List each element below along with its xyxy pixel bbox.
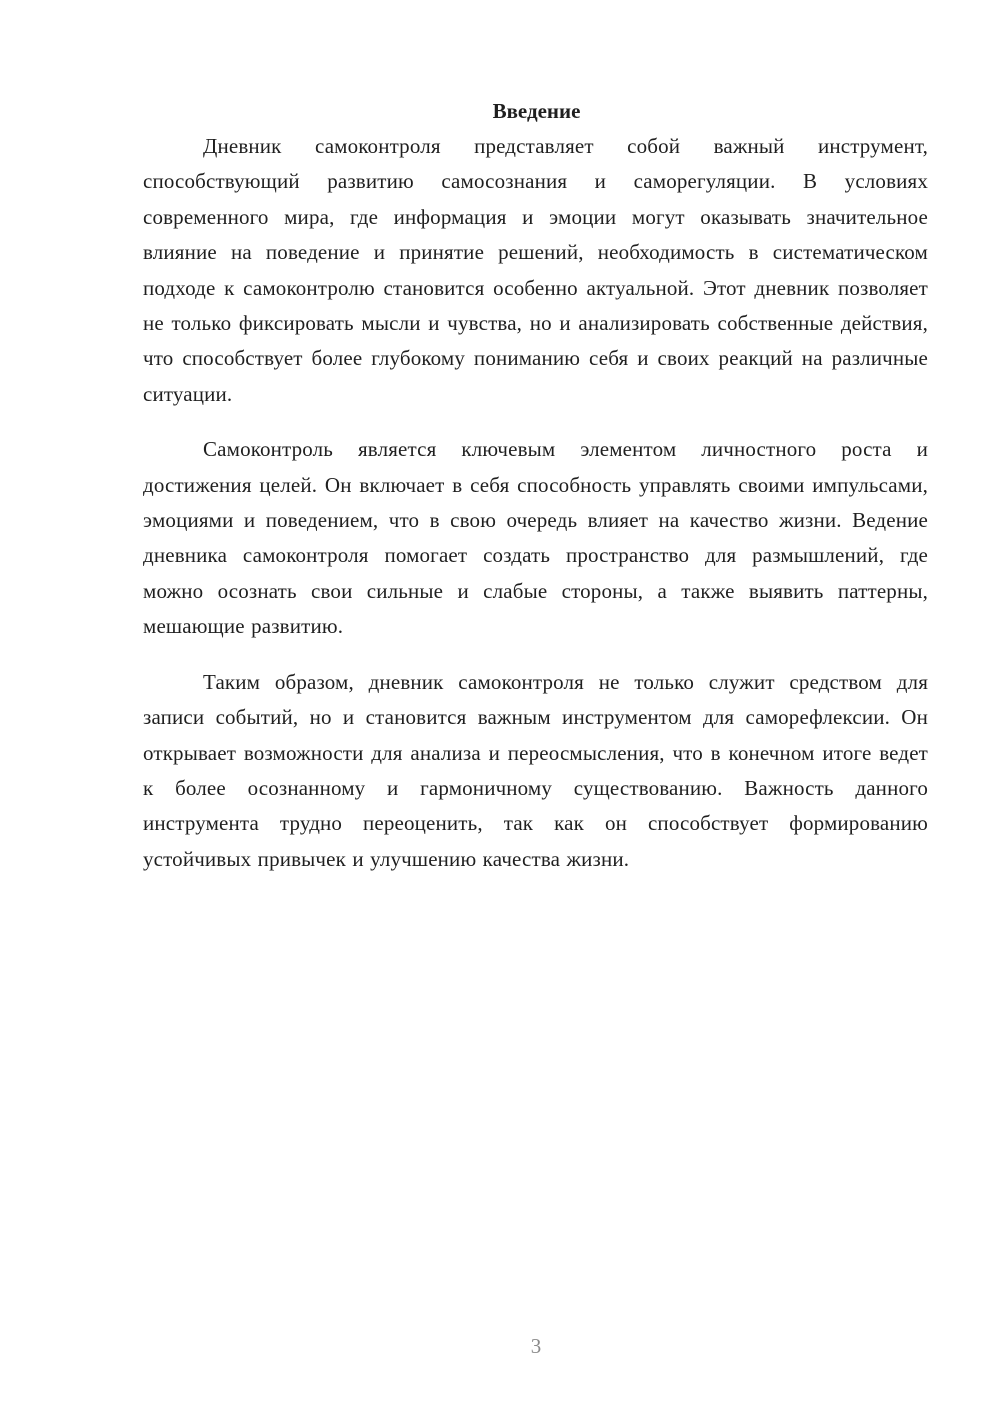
paragraph-1: Дневник самоконтроля представляет собой важный инструмент, способствующий развитию самосознания и саморегуляции. В условиях современного мира, где информация и эмоции могут оказывать значительное влияние на поведение и принятие решений, необходимость в систематическом подходе к самоконтролю становится особенно актуальной. Этот дневник позволяет не только фиксировать мысли и чувства, но и анализировать собственные действия, что способствует более глубокому пониманию себя и своих реакций на различные ситуации. (143, 134, 928, 406)
page-number: 3 (530, 1334, 542, 1358)
section-heading: Введение (492, 99, 581, 123)
paragraph-2: Самоконтроль является ключевым элементом личностного роста и достижения целей. Он включает в себя способность управлять своими импульсами, эмоциями и поведением, что в свою очередь влияет на качество жизни. Ведение дневника самоконтроля помогает создать пространство для размышлений, где можно осознать свои сильные и слабые стороны, а также выявить паттерны, мешающие развитию. (143, 437, 928, 639)
paragraph-3: Таким образом, дневник самоконтроля не только служит средством для записи событий, но и становится важным инструментом для саморефлексии. Он открывает возможности для анализа и переосмысления, что в конечном итоге ведет к более осознанному и гармоничному существованию. Важность данного инструмента трудно переоценить, так как он способствует формированию устойчивых привычек и улучшению качества жизни. (143, 669, 928, 871)
page-content (143, 95, 928, 877)
